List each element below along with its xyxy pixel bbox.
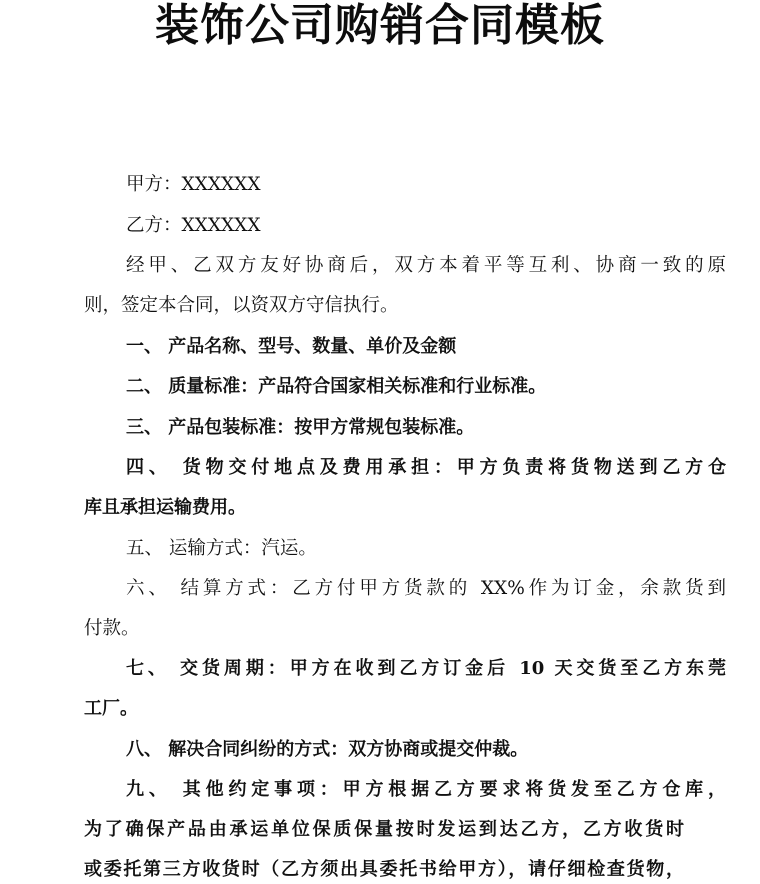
document-title: 装饰公司购销合同模板 — [155, 0, 605, 51]
clause-9-line: 九、 其他约定事项：甲方根据乙方要求将货发至乙方仓库， — [126, 779, 726, 800]
intro-paragraph-line: 则，签定本合同，以资双方守信执行。 — [84, 295, 399, 316]
clause-6-line: 六、 结算方式：乙方付甲方货款的 XX%作为订金，余款货到 — [126, 578, 726, 599]
clause-7-line: 工厂。 — [84, 698, 138, 719]
party-a-line: 甲方：XXXXXX — [126, 174, 261, 195]
clause-9-line: 为了确保产品由承运单位保质保量按时发运到达乙方，乙方收货时 — [84, 819, 684, 840]
clause-4-line: 四、 货物交付地点及费用承担：甲方负责将货物送到乙方仓 — [126, 457, 726, 478]
intro-paragraph-line: 经甲、乙双方友好协商后，双方本着平等互利、协商一致的原 — [126, 255, 726, 276]
clause-2: 二、 质量标准：产品符合国家相关标准和行业标准。 — [126, 376, 547, 397]
clause-4-line: 库且承担运输费用。 — [84, 497, 246, 518]
clause-7-line: 七、 交货周期：甲方在收到乙方订金后 10 天交货至乙方东莞 — [126, 658, 726, 679]
clause-3: 三、 产品包装标准：按甲方常规包装标准。 — [126, 417, 475, 438]
clause-1: 一、 产品名称、型号、数量、单价及金额 — [126, 336, 457, 357]
clause-9-line: 或委托第三方收货时（乙方须出具委托书给甲方），请仔细检查货物， — [84, 859, 684, 880]
clause-6-line: 付款。 — [84, 618, 140, 639]
clause-8: 八、 解决合同纠纷的方式：双方协商或提交仲裁。 — [126, 739, 529, 760]
clause-5: 五、 运输方式：汽运。 — [126, 538, 317, 559]
party-b-line: 乙方：XXXXXX — [126, 215, 261, 236]
